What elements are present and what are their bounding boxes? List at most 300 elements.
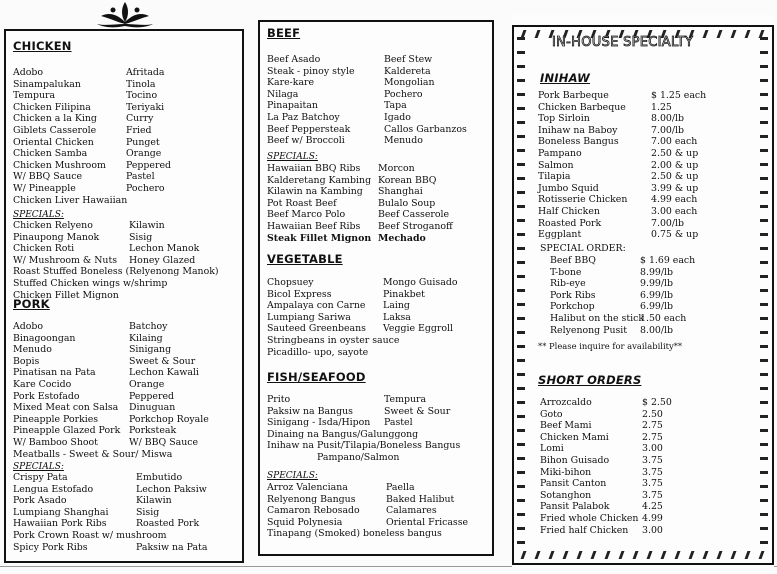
menu-item: Sinampalukan bbox=[13, 78, 81, 90]
menu-item: Rotisserie Chicken bbox=[538, 194, 628, 206]
section-title-beef-specials: SPECIALS: bbox=[267, 152, 318, 162]
border-ornament bbox=[760, 51, 768, 54]
menu-item: Half Chicken bbox=[538, 205, 600, 217]
menu-item: W/ Pineapple bbox=[13, 182, 76, 194]
menu-price: 4.99 bbox=[642, 512, 663, 524]
pork-meatballs: Meatballs - Sweet & Sour/ Miswa bbox=[13, 448, 173, 460]
border-ornament bbox=[760, 37, 768, 40]
menu-price: 2.75 bbox=[642, 431, 663, 443]
border-ornament bbox=[535, 30, 541, 38]
menu-price: 2.50 bbox=[642, 408, 663, 420]
menu-item: Relyenong Bangus bbox=[267, 493, 356, 505]
chicken-list-right bbox=[126, 67, 171, 195]
menu-item: Oriental Chicken bbox=[13, 136, 94, 148]
menu-item: Curry bbox=[126, 113, 154, 125]
inihaw-na-pusit: Inihaw na Pusit/Tilapia/Boneless Bangus bbox=[267, 440, 461, 452]
menu-price: 3.75 bbox=[642, 489, 663, 501]
menu-price: 3.99 & up bbox=[651, 182, 699, 194]
menu-item: Beef Marco Polo bbox=[267, 209, 346, 221]
border-ornament bbox=[517, 93, 525, 96]
menu-item: Kilawin na Kambing bbox=[267, 186, 363, 198]
menu-item: Sisig bbox=[129, 231, 153, 243]
menu-item: Roast Stuffed Boneless (Relyenong Manok) bbox=[13, 266, 219, 278]
border-ornament bbox=[760, 219, 768, 222]
border-ornament bbox=[517, 457, 525, 460]
border-ornament bbox=[760, 457, 768, 460]
section-title-pork-specials: SPECIALS: bbox=[13, 462, 64, 472]
border-ornament bbox=[760, 345, 768, 348]
menu-item: Jumbo Squid bbox=[538, 182, 599, 194]
menu-item: Paksiw na Bangus bbox=[267, 405, 353, 417]
section-title-fish-specials: SPECIALS: bbox=[267, 471, 318, 481]
menu-item: Pinapaitan bbox=[267, 100, 318, 112]
border-ornament bbox=[731, 30, 737, 38]
border-ornament bbox=[605, 551, 611, 559]
menu-item: Chicken Relyeno bbox=[13, 220, 93, 231]
menu-price: 6.99/lb bbox=[640, 289, 674, 301]
menu-item: Lechon Manok bbox=[129, 243, 200, 255]
menu-item: Sweet & Sour bbox=[129, 355, 196, 367]
border-ornament bbox=[517, 107, 525, 110]
border-ornament bbox=[760, 177, 768, 180]
menu-item: Pinatisan na Pata bbox=[13, 367, 96, 379]
dinaing-na-bangus: Dinaing na Bangus/Galunggong bbox=[267, 428, 419, 440]
beef-list-left bbox=[267, 54, 355, 147]
menu-item: Pochero bbox=[126, 182, 165, 194]
menu-item: Nilaga bbox=[267, 88, 299, 100]
vegetable-list-right bbox=[383, 277, 457, 335]
menu-price: 4.99 each bbox=[651, 194, 698, 206]
border-ornament bbox=[689, 551, 695, 559]
border-ornament bbox=[760, 79, 768, 82]
menu-item: Giblets Casserole bbox=[13, 124, 97, 136]
menu-item: Tempura bbox=[13, 90, 56, 102]
menu-item: Lechon Kawali bbox=[129, 367, 199, 379]
menu-price: 8.00/lb bbox=[640, 324, 674, 336]
menu-price: 7.00 each bbox=[651, 136, 698, 148]
menu-item: Sinigang bbox=[129, 344, 172, 356]
menu-item: Stringbeans in oyster sauce bbox=[267, 335, 400, 346]
menu-item: Chicken Liver Hawaiian bbox=[13, 194, 128, 206]
menu-item: Sweet & Sour bbox=[384, 405, 451, 417]
menu-price: 0.75 & up bbox=[651, 229, 699, 241]
menu-item: Paella bbox=[386, 482, 415, 493]
border-ornament bbox=[760, 191, 768, 194]
border-ornament bbox=[517, 233, 525, 236]
menu-item: Fried whole Chicken bbox=[540, 512, 639, 524]
menu-item: Pork Ribs bbox=[550, 289, 596, 301]
menu-item: Hawaiian Pork Ribs bbox=[13, 518, 107, 530]
border-ornament bbox=[703, 30, 709, 38]
border-ornament bbox=[517, 149, 525, 152]
menu-item: Veggie Eggroll bbox=[383, 323, 453, 335]
border-ornament bbox=[760, 163, 768, 166]
menu-item: Chicken Barbeque bbox=[538, 101, 626, 113]
fish-list-right bbox=[384, 394, 450, 429]
menu-item: Roasted Pork bbox=[538, 217, 602, 229]
border-ornament bbox=[577, 551, 583, 559]
menu-item: Teriyaki bbox=[126, 101, 165, 113]
menu-item: Porkchop bbox=[550, 301, 595, 313]
border-ornament bbox=[760, 121, 768, 124]
menu-item: Pampano bbox=[538, 147, 582, 159]
border-ornament bbox=[760, 401, 768, 404]
menu-item: Fried bbox=[126, 124, 152, 136]
menu-price: 9.99/lb bbox=[640, 278, 674, 290]
menu-item: Kare-kare bbox=[267, 77, 315, 89]
menu-item: Pinaupong Manok bbox=[13, 231, 100, 243]
menu-item: Orange bbox=[129, 378, 165, 390]
menu-price: 7.00/lb bbox=[651, 217, 685, 229]
border-ornament bbox=[760, 303, 768, 306]
border-ornament bbox=[517, 443, 525, 446]
menu-item: Igado bbox=[384, 111, 411, 123]
border-ornament bbox=[760, 149, 768, 152]
border-ornament bbox=[517, 177, 525, 180]
menu-item: Chopsuey bbox=[267, 277, 314, 288]
border-ornament bbox=[591, 551, 597, 559]
menu-item: Steak - pinoy style bbox=[267, 65, 355, 77]
border-ornament bbox=[760, 359, 768, 362]
menu-item: Bopis bbox=[13, 355, 40, 367]
border-ornament bbox=[760, 205, 768, 208]
menu-item: Camaron Rebosado bbox=[267, 505, 360, 517]
menu-item: Tempura bbox=[384, 394, 427, 405]
menu-item: Beef Casserole bbox=[378, 209, 450, 221]
border-ornament bbox=[759, 551, 765, 559]
menu-panel-in-house-specialty bbox=[512, 15, 774, 568]
menu-price: 7.00/lb bbox=[651, 124, 685, 136]
border-ornament bbox=[535, 551, 541, 559]
menu-item: W/ BBQ Sauce bbox=[13, 171, 83, 183]
section-title-chicken: CHICKEN bbox=[13, 39, 72, 53]
chicken-list-left bbox=[13, 67, 127, 206]
menu-item: Afritada bbox=[126, 67, 165, 78]
menu-item: W/ Mushroom & Nuts bbox=[13, 254, 118, 266]
menu-item: Prito bbox=[267, 394, 291, 405]
fish-list-left bbox=[267, 394, 370, 429]
menu-item: Pastel bbox=[126, 171, 155, 183]
border-ornament bbox=[760, 107, 768, 110]
menu-price: 3.75 bbox=[642, 454, 663, 466]
border-ornament bbox=[760, 373, 768, 376]
menu-item: Chicken Fillet Mignon bbox=[13, 289, 119, 301]
menu-item: Beef Stroganoff bbox=[378, 220, 453, 232]
menu-item: Lechon Paksiw bbox=[136, 483, 207, 495]
chicken-specials-left bbox=[13, 220, 117, 266]
border-ornament bbox=[517, 415, 525, 418]
menu-item: Chicken Samba bbox=[13, 148, 88, 160]
menu-item: Picadillo- upo, sayote bbox=[267, 346, 369, 358]
paksiw-na-pata: Paksiw na Pata bbox=[136, 541, 208, 553]
menu-price: 4.25 bbox=[642, 501, 663, 513]
border-ornament bbox=[517, 387, 525, 390]
menu-item: Squid Polynesia bbox=[267, 516, 343, 528]
border-ornament bbox=[517, 289, 525, 292]
menu-item: Beef Peppersteak bbox=[267, 123, 351, 135]
menu-item: Eggplant bbox=[538, 229, 582, 241]
menu-item: W/ BBQ Sauce bbox=[129, 436, 199, 448]
menu-item: Porkchop Royale bbox=[129, 413, 209, 425]
menu-item: Binagoongan bbox=[13, 332, 76, 344]
border-ornament bbox=[517, 51, 525, 54]
vegetable-list-full bbox=[267, 335, 399, 358]
border-ornament bbox=[760, 233, 768, 236]
section-title-beef: BEEF bbox=[267, 26, 301, 40]
border-ornament bbox=[521, 551, 527, 559]
border-ornament bbox=[619, 551, 625, 559]
menu-price: 3.00 each bbox=[651, 205, 698, 217]
border-ornament bbox=[517, 513, 525, 516]
border-ornament bbox=[517, 541, 525, 544]
menu-item: Crispy Pata bbox=[13, 472, 68, 483]
menu-item: La Paz Batchoy bbox=[267, 111, 340, 123]
menu-item: Embutido bbox=[136, 472, 183, 483]
menu-item: Batchoy bbox=[129, 321, 168, 332]
menu-item: Chicken Filipina bbox=[13, 101, 91, 113]
border-ornament bbox=[760, 275, 768, 278]
menu-item: Relyenong Pusit bbox=[550, 324, 628, 336]
menu-item: Top Sirloin bbox=[538, 113, 590, 125]
menu-item: Peppered bbox=[129, 390, 175, 402]
menu-item: Pansit Palabok bbox=[540, 501, 610, 513]
menu-item: Peppered bbox=[126, 159, 172, 171]
short-order-items bbox=[540, 397, 638, 536]
menu-price: $ 2.50 bbox=[642, 397, 672, 408]
border-ornament bbox=[760, 527, 768, 530]
border-ornament bbox=[647, 551, 653, 559]
short-order-prices bbox=[642, 397, 672, 536]
menu-item: Pansit Canton bbox=[540, 478, 607, 490]
menu-item: Beef Stew bbox=[384, 54, 433, 65]
menu-panel-beef-veg-fish bbox=[258, 20, 494, 556]
beef-specials-right bbox=[378, 163, 453, 244]
menu-item: Chicken Mushroom bbox=[13, 159, 106, 171]
border-ornament bbox=[563, 551, 569, 559]
border-ornament bbox=[760, 93, 768, 96]
menu-item: Inihaw na Baboy bbox=[538, 124, 618, 136]
pork-list-left bbox=[13, 321, 120, 449]
border-ornament bbox=[760, 247, 768, 250]
menu-item: Laksa bbox=[383, 311, 411, 323]
menu-item: Kare Cocido bbox=[13, 378, 72, 390]
menu-price: 8.00/lb bbox=[651, 113, 685, 125]
border-ornament bbox=[731, 551, 737, 559]
menu-item: Sinigang - Isda/Hipon bbox=[267, 417, 371, 429]
chicken-specials-full bbox=[13, 266, 219, 301]
menu-item: Pork Estofado bbox=[13, 390, 80, 402]
menu-item: Mechado bbox=[378, 232, 426, 244]
menu-item: Steak Fillet Mignon bbox=[267, 232, 372, 244]
section-title-vegetable: VEGETABLE bbox=[267, 252, 343, 266]
menu-item: Pinakbet bbox=[383, 288, 425, 300]
menu-price: 6.99/lb bbox=[640, 301, 674, 313]
border-ornament bbox=[517, 247, 525, 250]
menu-item: Kaldereta bbox=[384, 65, 431, 77]
border-ornament bbox=[760, 471, 768, 474]
menu-item: Tinola bbox=[126, 78, 156, 90]
border-ornament bbox=[517, 317, 525, 320]
menu-item: Kalderetang Kambing bbox=[267, 174, 372, 186]
border-ornament bbox=[517, 37, 525, 40]
border-ornament bbox=[760, 65, 768, 68]
border-ornament bbox=[517, 261, 525, 264]
menu-item: Laing bbox=[383, 300, 410, 312]
section-title-inihaw: INIHAW bbox=[540, 71, 590, 85]
menu-item: Lumpiang Sariwa bbox=[267, 311, 351, 323]
menu-item: Callos Garbanzos bbox=[384, 123, 467, 135]
menu-item: Ampalaya con Carne bbox=[267, 300, 366, 312]
menu-item: W/ Bamboo Shoot bbox=[13, 436, 98, 448]
chicken-specials-right bbox=[129, 220, 199, 266]
pork-specials-right bbox=[136, 472, 207, 530]
menu-item: Adobo bbox=[13, 321, 44, 332]
floral-ornament-icon bbox=[95, 0, 155, 30]
border-ornament bbox=[760, 289, 768, 292]
menu-item: Dinuguan bbox=[129, 402, 176, 414]
tinapang-bangus: Tinapang (Smoked) boneless bangus bbox=[267, 528, 442, 540]
beef-specials-left bbox=[267, 163, 371, 244]
border-ornament bbox=[760, 513, 768, 516]
border-ornament bbox=[760, 261, 768, 264]
border-ornament bbox=[517, 471, 525, 474]
border-ornament bbox=[760, 499, 768, 502]
pork-crown-roast: Pork Crown Roast w/ mushroom bbox=[13, 530, 167, 541]
pork-specials-left bbox=[13, 472, 108, 530]
menu-item: Hawaiian Beef Ribs bbox=[267, 220, 361, 232]
fish-specials-left bbox=[267, 482, 360, 528]
menu-price: 1.25 bbox=[651, 101, 672, 113]
menu-item: Beef Asado bbox=[267, 54, 321, 65]
menu-item: Boneless Bangus bbox=[538, 136, 619, 148]
menu-item: Lengua Estofado bbox=[13, 483, 94, 495]
menu-item: Halibut on the stick bbox=[550, 312, 645, 324]
menu-price: 2.75 bbox=[642, 420, 663, 432]
menu-item: Tapa bbox=[384, 100, 407, 112]
menu-panel-chicken-pork bbox=[4, 29, 244, 563]
inihaw-items bbox=[538, 90, 627, 241]
border-ornament bbox=[717, 30, 723, 38]
menu-price: $ 1.25 each bbox=[651, 90, 707, 101]
beef-list-right bbox=[384, 54, 467, 147]
menu-item: Sotanghon bbox=[540, 489, 592, 501]
menu-price: 2.50 & up bbox=[651, 171, 699, 183]
menu-item: Pork Barbeque bbox=[538, 90, 609, 101]
border-ornament bbox=[517, 205, 525, 208]
border-ornament bbox=[760, 387, 768, 390]
menu-item: Baked Halibut bbox=[386, 493, 455, 505]
menu-item: Pork Asado bbox=[13, 495, 67, 507]
menu-price: $ 1.69 each bbox=[640, 255, 696, 266]
menu-item: Pochero bbox=[384, 88, 423, 100]
border-ornament bbox=[517, 79, 525, 82]
border-ornament bbox=[745, 30, 751, 38]
menu-item: Stuffed Chicken wings w/shrimp bbox=[13, 277, 168, 289]
in-house-specialty-title: IN-HOUSE SPECIALTY bbox=[552, 35, 694, 50]
border-ornament bbox=[517, 275, 525, 278]
menu-item: Arroz Valenciana bbox=[267, 482, 348, 493]
spicy-pork-ribs: Spicy Pork Ribs bbox=[13, 541, 88, 553]
menu-item: Chicken a la King bbox=[13, 113, 97, 125]
menu-item: Menudo bbox=[13, 344, 52, 356]
menu-item: Beef Mami bbox=[540, 420, 592, 432]
menu-item: Pastel bbox=[384, 417, 413, 429]
menu-item: Lomi bbox=[540, 443, 564, 455]
border-ornament bbox=[703, 551, 709, 559]
border-ornament bbox=[517, 401, 525, 404]
menu-price: 3.00 bbox=[642, 443, 663, 455]
border-ornament bbox=[517, 65, 525, 68]
menu-item: Bicol Express bbox=[267, 288, 332, 300]
menu-item: Kilawin bbox=[136, 495, 172, 507]
border-ornament bbox=[675, 551, 681, 559]
menu-item: Arrozcaldo bbox=[540, 397, 592, 408]
special-order-prices bbox=[640, 255, 695, 336]
menu-price: 3.75 bbox=[642, 466, 663, 478]
menu-item: Pineapple Glazed Pork bbox=[13, 425, 121, 437]
border-ornament bbox=[517, 121, 525, 124]
border-ornament bbox=[760, 541, 768, 544]
border-ornament bbox=[517, 135, 525, 138]
border-ornament bbox=[517, 345, 525, 348]
menu-item: Honey Glazed bbox=[129, 254, 196, 266]
border-ornament bbox=[517, 191, 525, 194]
menu-price: 3.75 bbox=[642, 478, 663, 490]
menu-item: Hawaiian BBQ Ribs bbox=[267, 163, 361, 174]
menu-item: Mixed Meat con Salsa bbox=[13, 402, 119, 414]
menu-item: Beef BBQ bbox=[550, 255, 596, 266]
menu-item: Kilawin bbox=[129, 220, 165, 231]
border-ornament bbox=[760, 317, 768, 320]
border-ornament bbox=[633, 551, 639, 559]
border-ornament bbox=[517, 429, 525, 432]
pork-list-right bbox=[129, 321, 209, 449]
menu-item: Punget bbox=[126, 136, 160, 148]
menu-item: Beef w/ Broccoli bbox=[267, 135, 345, 147]
menu-item: Menudo bbox=[384, 135, 423, 147]
menu-item: Miki-bihon bbox=[540, 466, 592, 478]
menu-item: Mongo Guisado bbox=[383, 277, 458, 288]
menu-price: 1.50 each bbox=[640, 312, 687, 324]
border-ornament bbox=[517, 499, 525, 502]
border-ornament bbox=[517, 219, 525, 222]
menu-price: 8.99/lb bbox=[640, 266, 674, 278]
special-order-items bbox=[550, 255, 644, 336]
border-ornament bbox=[760, 331, 768, 334]
menu-item: Oriental Fricasse bbox=[386, 516, 469, 528]
section-title-special-order: SPECIAL ORDER: bbox=[540, 243, 626, 254]
menu-item: Lumpiang Shanghai bbox=[13, 506, 109, 518]
border-ornament bbox=[517, 359, 525, 362]
menu-item: Rib-eye bbox=[550, 278, 586, 290]
menu-item: Goto bbox=[540, 408, 563, 420]
menu-item: Roasted Pork bbox=[136, 518, 200, 530]
border-ornament bbox=[717, 551, 723, 559]
border-ornament bbox=[760, 485, 768, 488]
inihaw-prices bbox=[651, 90, 706, 241]
border-ornament bbox=[549, 551, 555, 559]
menu-item: Calamares bbox=[386, 505, 437, 517]
menu-item: Bihon Guisado bbox=[540, 454, 610, 466]
menu-item: Sauteed Greenbeans bbox=[267, 323, 366, 335]
availability-note: ** Please inquire for availability** bbox=[538, 341, 683, 351]
menu-item: Kilaing bbox=[129, 332, 163, 344]
menu-item: Pot Roast Beef bbox=[267, 197, 337, 209]
section-title-chicken-specials: SPECIALS: bbox=[13, 210, 64, 220]
fish-specials-right bbox=[386, 482, 468, 528]
border-ornament bbox=[517, 485, 525, 488]
menu-item: Pineapple Porkies bbox=[13, 413, 99, 425]
